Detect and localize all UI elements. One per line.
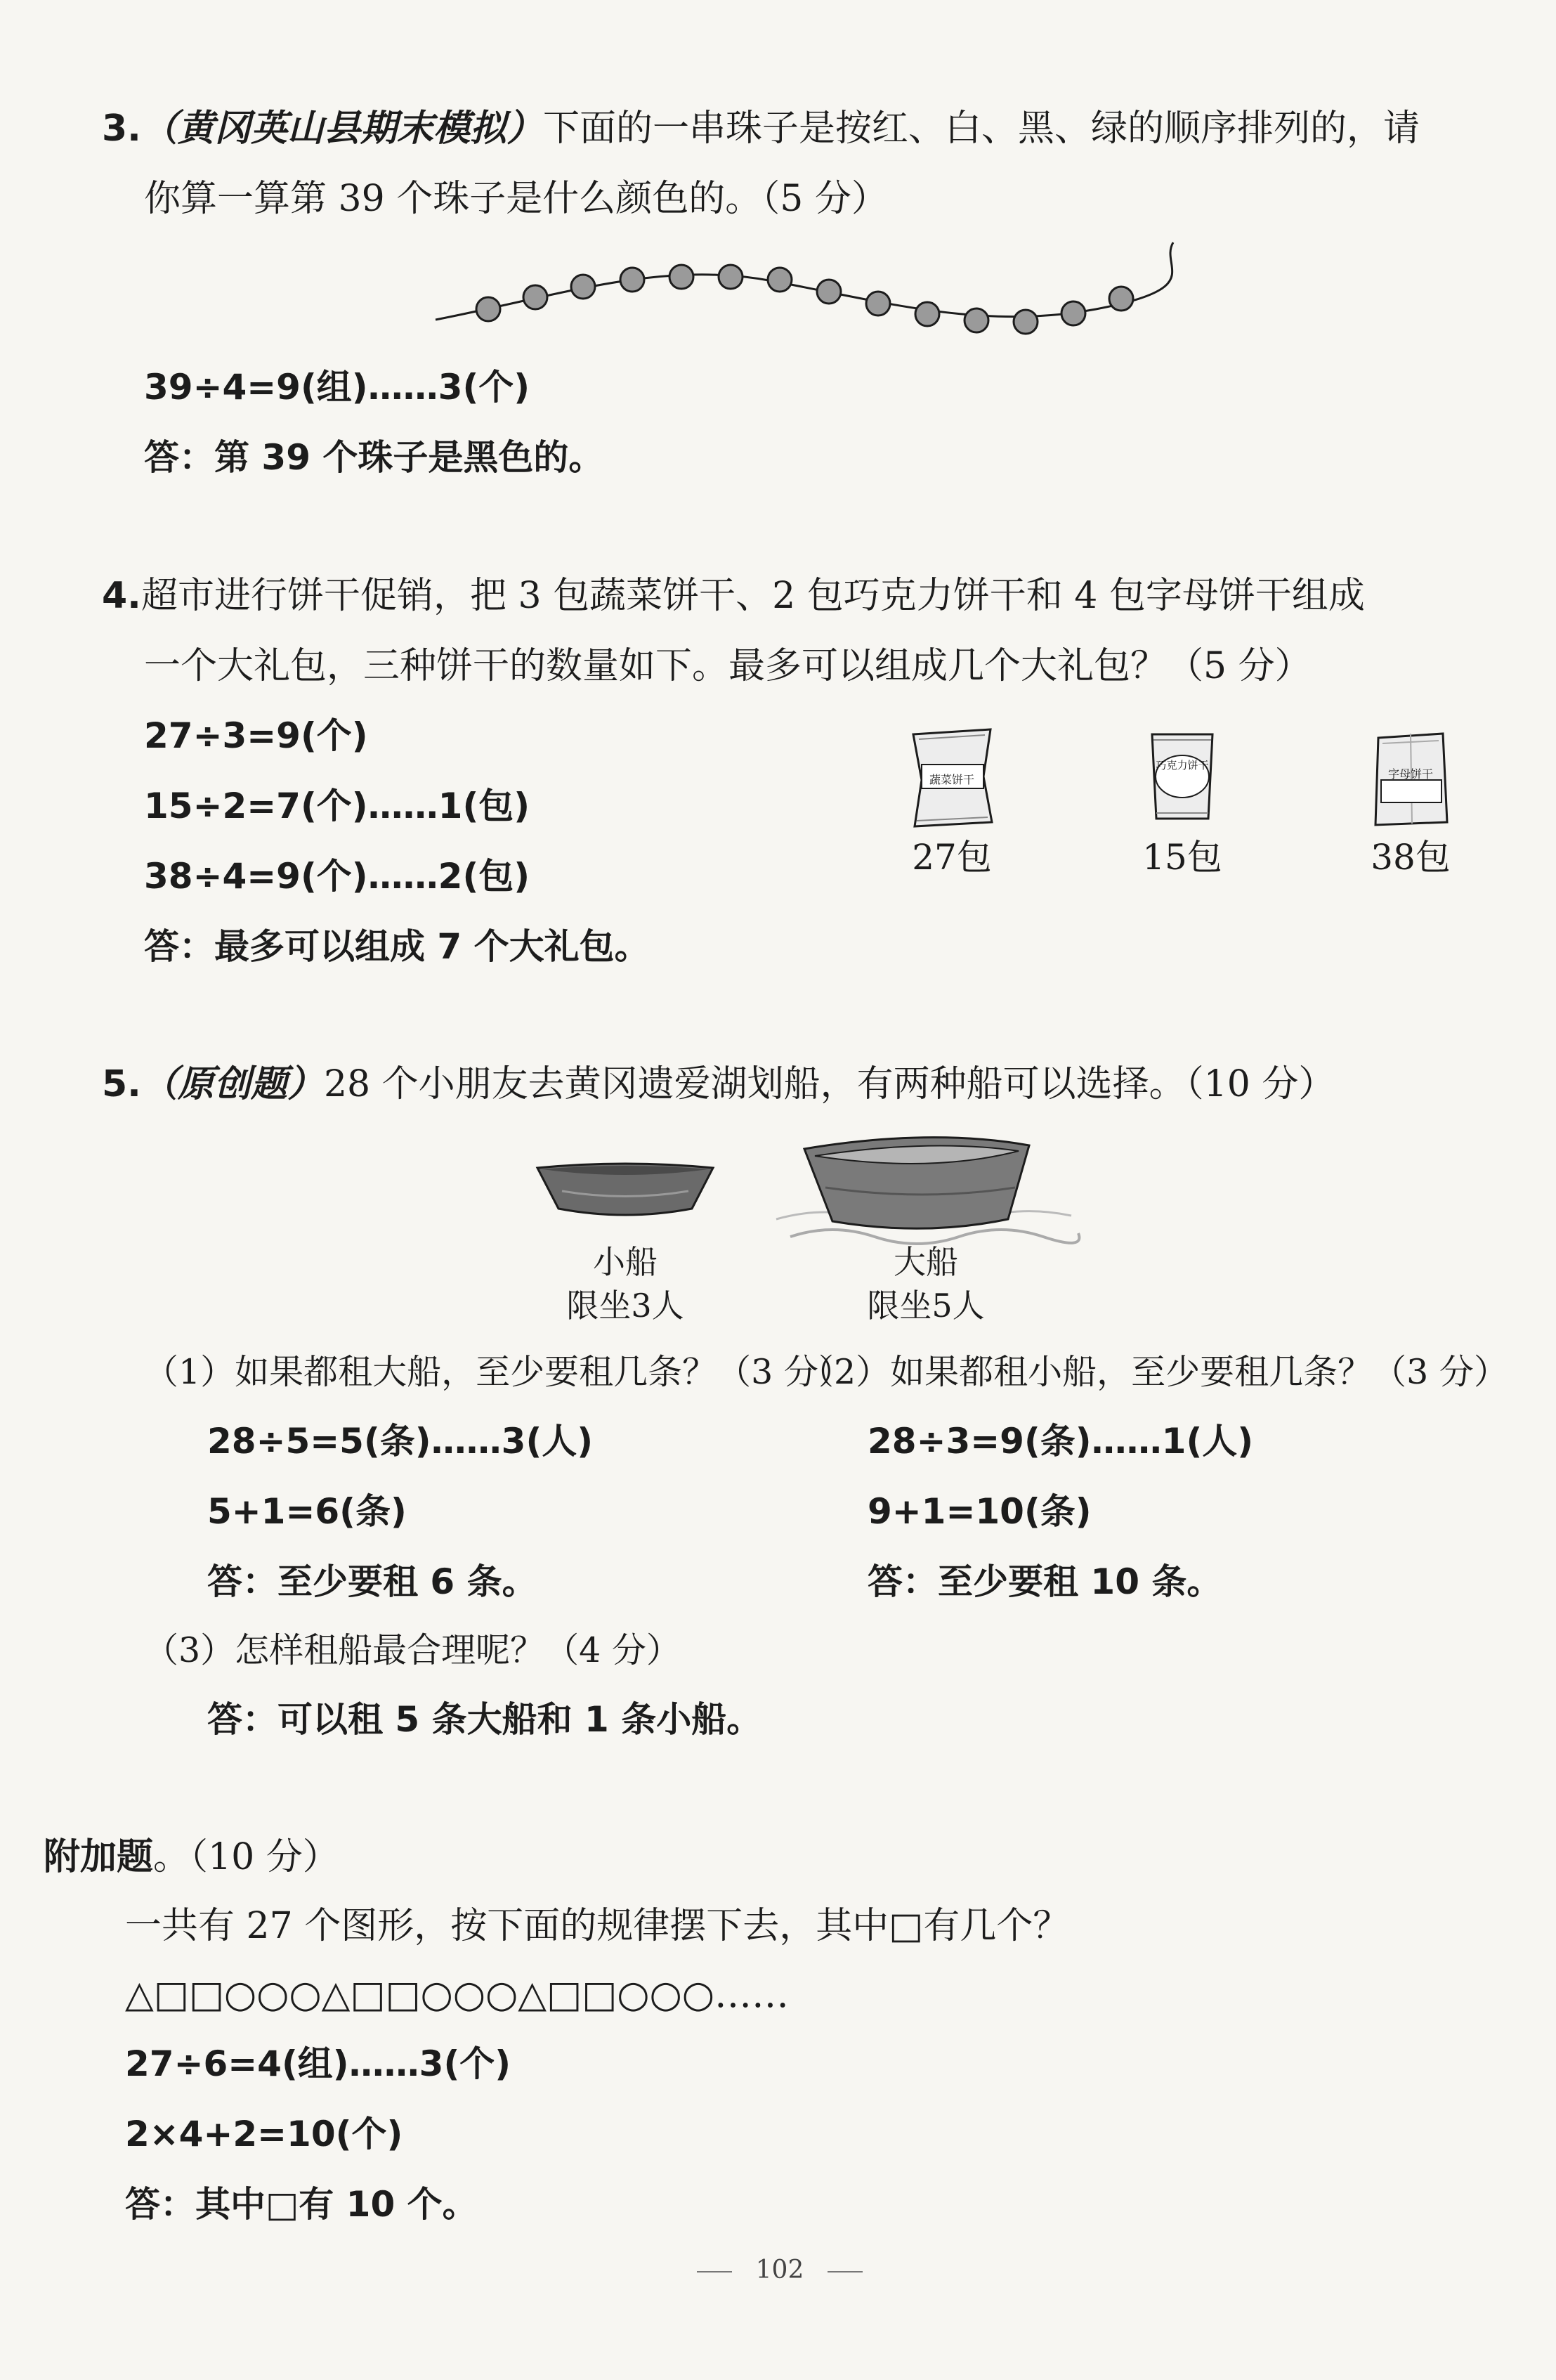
q5-line1 bbox=[102, 1062, 1335, 1105]
q3-line1-text: 下面的一串珠子是按红、白、黑、绿的顺序排列的，请 bbox=[542, 108, 1420, 150]
q4-calc3: 38÷4=9(个)……2(包) bbox=[144, 856, 530, 897]
q4-answer: 答：最多可以组成 7 个大礼包。 bbox=[144, 926, 650, 967]
bonus-score: 。（10 分） bbox=[153, 1836, 339, 1878]
big-boat-limit: 限坐5人 bbox=[867, 1287, 985, 1325]
page-number-footer bbox=[674, 2256, 885, 2284]
q4-line1 bbox=[102, 575, 1365, 617]
q3-number: 3. bbox=[102, 108, 141, 150]
q5-number: 5. bbox=[102, 1063, 141, 1105]
q4-calc2: 15÷2=7(个)……1(包) bbox=[144, 786, 530, 826]
small-boat-icon bbox=[534, 1152, 717, 1230]
q3-line2: 你算一算第 39 个珠子是什么颜色的。（5 分） bbox=[144, 178, 888, 220]
q5-sub3-question: （3）怎样租船最合理呢？（4 分） bbox=[144, 1630, 681, 1670]
small-boat-limit: 限坐3人 bbox=[566, 1287, 684, 1325]
letter-biscuit-label: 字母饼干 bbox=[1387, 767, 1433, 781]
q3-answer: 答：第 39 个珠子是黑色的。 bbox=[144, 437, 604, 478]
q5-sub1-question: （1）如果都租大船，至少要租几条？（3 分） bbox=[144, 1352, 853, 1392]
q5-sub1-calc1: 28÷5=5(条)……3(人) bbox=[207, 1421, 594, 1462]
small-boat-name: 小船 bbox=[593, 1243, 658, 1281]
big-boat-icon bbox=[776, 1131, 1078, 1258]
bonus-title: 附加题 bbox=[44, 1836, 154, 1878]
bead-string-illustration bbox=[0, 0, 1556, 394]
chocolate-biscuit-count: 15包 bbox=[1142, 837, 1222, 878]
bonus-calc1: 27÷6=4(组)……3(个) bbox=[125, 2043, 511, 2084]
q3-calculation: 39÷4=9(组)……3(个) bbox=[144, 367, 530, 408]
letter-biscuit-count: 38包 bbox=[1371, 837, 1451, 878]
q5-sub2-question: （2）如果都租小船，至少要租几条？（3 分） bbox=[799, 1352, 1508, 1392]
bonus-heading bbox=[44, 1836, 339, 1878]
chocolate-biscuit-package-icon bbox=[1144, 727, 1221, 826]
q5-sub2-calc1: 28÷3=9(条)……1(人) bbox=[868, 1421, 1254, 1462]
q5-source: （原创题） bbox=[140, 1062, 324, 1105]
bonus-shape-pattern: △□□○○○△□□○○○△□□○○○…… bbox=[125, 1973, 789, 2016]
q5-sub3-answer: 答：可以租 5 条大船和 1 条小船。 bbox=[207, 1699, 762, 1740]
q4-line1-text: 超市进行饼干促销，把 3 包蔬菜饼干、2 包巧克力饼干和 4 包字母饼干组成 bbox=[140, 575, 1365, 617]
q3-source: （黄冈英山县期末模拟） bbox=[140, 107, 543, 150]
q4-line2: 一个大礼包，三种饼干的数量如下。最多可以组成几个大礼包？（5 分） bbox=[144, 645, 1312, 687]
q5-sub1-answer: 答：至少要租 6 条。 bbox=[207, 1561, 537, 1602]
q5-line1-text: 28 个小朋友去黄冈遗爱湖划船，有两种船可以选择。（10 分） bbox=[323, 1063, 1335, 1105]
page-number: 102 bbox=[755, 2256, 804, 2284]
chocolate-biscuit-label: 巧克力饼干 bbox=[1156, 759, 1209, 772]
q5-sub1-calc2: 5+1=6(条) bbox=[207, 1491, 407, 1532]
q5-sub2-calc2: 9+1=10(条) bbox=[868, 1491, 1092, 1532]
q4-number: 4. bbox=[102, 575, 141, 617]
q5-sub2-answer: 答：至少要租 10 条。 bbox=[868, 1561, 1222, 1602]
bonus-calc2: 2×4+2=10(个) bbox=[125, 2114, 403, 2154]
vegetable-biscuit-label: 蔬菜饼干 bbox=[929, 773, 974, 786]
vegetable-biscuit-count: 27包 bbox=[912, 837, 992, 878]
bonus-answer: 答：其中□有 10 个。 bbox=[125, 2184, 478, 2225]
q4-calc1: 27÷3=9(个) bbox=[144, 715, 368, 756]
bonus-question: 一共有 27 个图形，按下面的规律摆下去，其中□有几个？ bbox=[125, 1905, 1070, 1947]
big-boat-name: 大船 bbox=[894, 1243, 958, 1281]
